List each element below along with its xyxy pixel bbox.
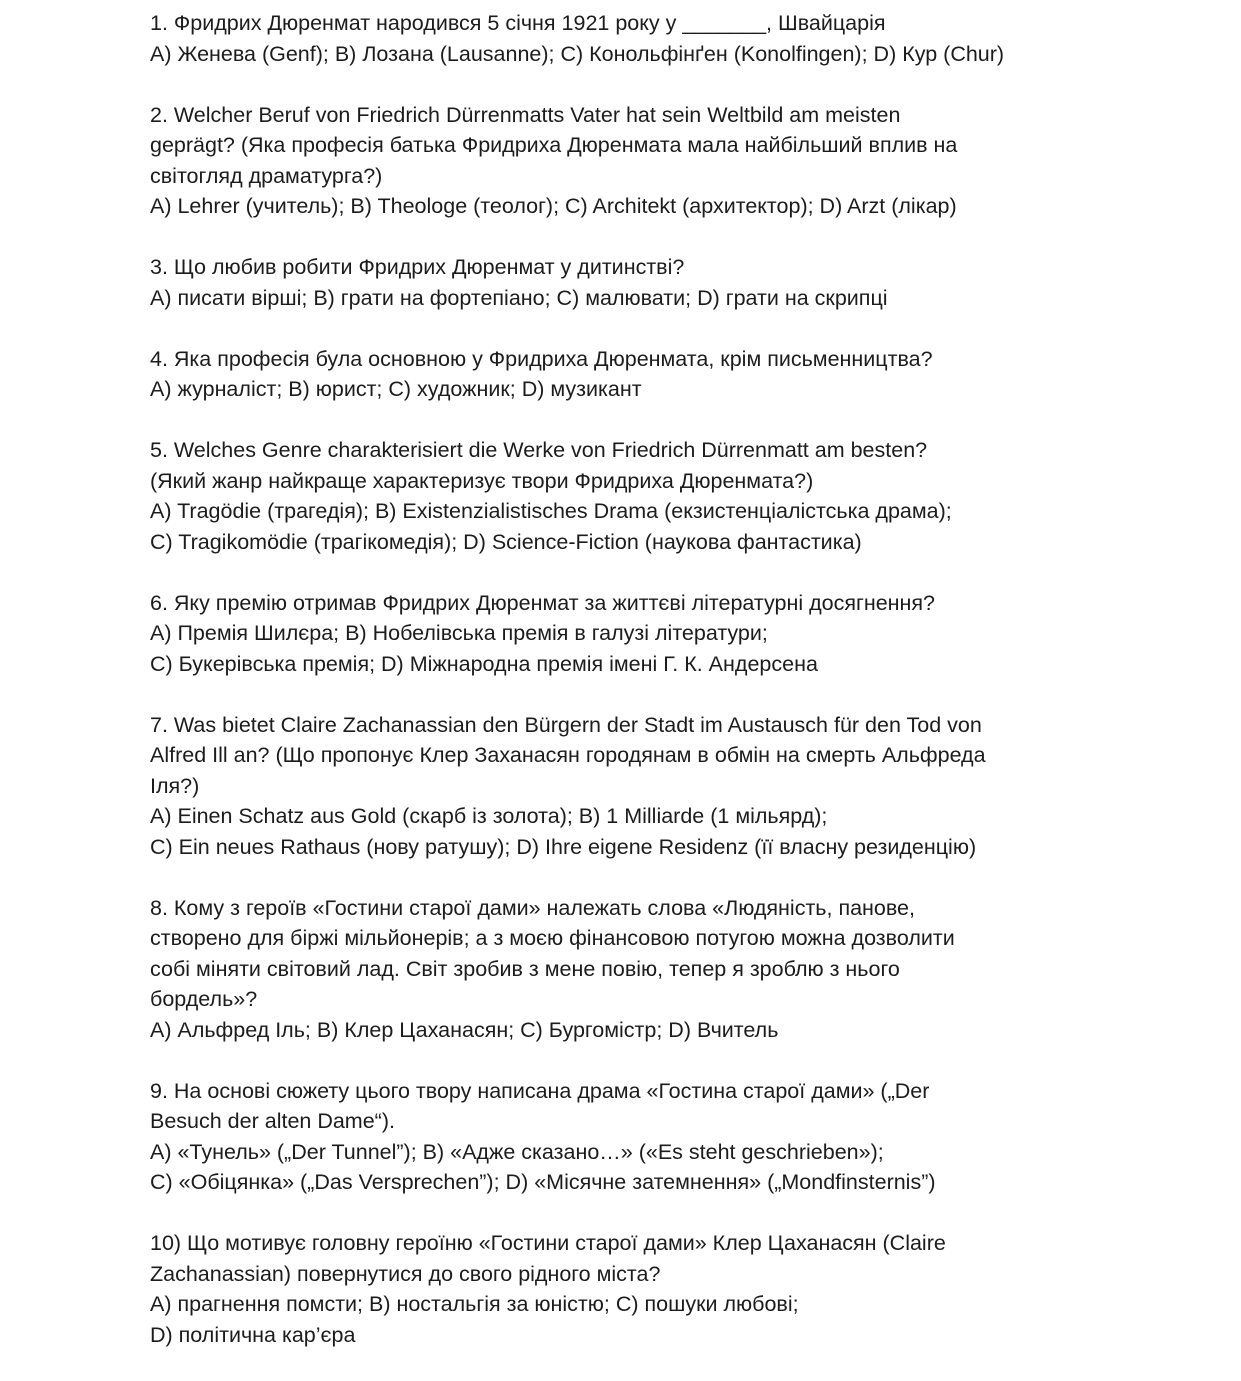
question-1-options: A) Женева (Genf); B) Лозана (Lausanne); C) Конольфінґен (Konolfingen); D) Кур (Chur): [150, 41, 1005, 66]
question-10-options: A) прагнення помсти; B) ностальгія за юністю; C) пошуки любові;: [150, 1292, 799, 1316]
question-1-text: 1. Фридрих Дюренмат народився 5 січня 1921 року у _______, Швайцарія: [150, 11, 886, 35]
question-3: [150, 252, 1210, 313]
question-5-text: (Який жанр найкраще характеризує твори Фридриха Дюренмата?): [150, 468, 814, 493]
question-2-text: світогляд драматурга?): [150, 163, 383, 188]
question-8-text: створено для біржі мільйонерів; а з моєю фінансовою потугою можна дозволити: [150, 926, 955, 950]
question-9: [150, 1076, 1210, 1198]
question-5-options: C) Tragikomödie (трагікомедія); D) Science-Fiction (наукова фантастика): [150, 529, 862, 554]
question-6-options: C) Букерівська премія; D) Міжнародна премія імені Г. К. Андерсена: [150, 651, 818, 676]
question-6-options: A) Премія Шилєра; B) Нобелівська премія в галузі літератури;: [150, 621, 768, 645]
question-5: [150, 435, 1210, 557]
question-5-options: A) Tragödie (трагедія); B) Existenzialistisches Drama (екзистенціалістська драма);: [150, 499, 952, 523]
question-9-options: C) «Обіцянка» („Das Versprechen”); D) «Місячне затемнення» („Mondfinsternis”): [150, 1170, 936, 1194]
question-9-text: 9. На основі сюжету цього твору написана драма «Гостина старої дами» („Der: [150, 1078, 930, 1103]
question-6: [150, 588, 1210, 680]
question-6-text: 6. Яку премію отримав Фридрих Дюренмат за життєві літературні досягнення?: [150, 590, 935, 615]
question-8-text: собі міняти світовий лад. Світ зробив з мене повію, тепер я зроблю з нього: [150, 956, 900, 981]
document-page: [150, 8, 1210, 1381]
question-8-options: A) Альфред Іль; B) Клер Цаханасян; C) Бургомістр; D) Вчитель: [150, 1017, 779, 1042]
question-10: [150, 1228, 1210, 1350]
question-2-text: 2. Welcher Beruf von Friedrich Dürrenmatts Vater hat sein Weltbild am meisten: [150, 102, 901, 127]
question-8: [150, 893, 1210, 1046]
question-7: [150, 710, 1210, 863]
question-9-options: A) «Тунель» („Der Tunnel”); B) «Адже сказано…» («Es steht geschrieben»);: [150, 1139, 884, 1164]
question-7-options: C) Ein neues Rathaus (нову ратушу); D) Ihre eigene Residenz (її власну резиденцію): [150, 834, 977, 859]
question-7-text: Іля?): [150, 773, 200, 798]
question-3-options: A) писати вірші; B) грати на фортепіано; C) малювати; D) грати на скрипці: [150, 285, 888, 310]
question-9-text: Besuch der alten Dame“).: [150, 1109, 395, 1133]
question-2-options: A) Lehrer (учитель); B) Theologe (теолог); C) Architekt (архитектор); D) Arzt (лікар): [150, 194, 957, 218]
question-10-options: D) політична кар’єра: [150, 1322, 356, 1347]
question-7-text: Alfred Ill an? (Що пропонує Клер Заханасян городянам в обмін на смерть Альфреда: [150, 743, 986, 767]
question-4-options: A) журналіст; B) юрист; C) художник; D) музикант: [150, 377, 642, 401]
question-7-options: A) Einen Schatz aus Gold (скарб із золота); B) 1 Milliarde (1 мільярд);: [150, 804, 828, 828]
question-3-text: 3. Що любив робити Фридрих Дюренмат у дитинстві?: [150, 255, 685, 279]
question-2: [150, 100, 1210, 222]
question-7-text: 7. Was bietet Claire Zachanassian den Bürgern der Stadt im Austausch für den Tod von: [150, 712, 982, 737]
question-10-text: 10) Що мотивує головну героїню «Гостини старої дами» Клер Цаханасян (Claire: [150, 1231, 946, 1255]
question-8-text: бордель»?: [150, 987, 258, 1011]
question-1: [150, 8, 1210, 69]
question-4: [150, 344, 1210, 405]
question-4-text: 4. Яка професія була основною у Фридриха Дюренмата, крім письменництва?: [150, 346, 933, 371]
question-8-text: 8. Кому з героїв «Гостини старої дами» належать слова «Людяність, панове,: [150, 895, 915, 920]
question-5-text: 5. Welches Genre charakterisiert die Werke von Friedrich Dürrenmatt am besten?: [150, 438, 928, 462]
question-2-text: geprägt? (Яка професія батька Фридриха Дюренмата мала найбільший вплив на: [150, 133, 958, 157]
question-10-text: Zachanassian) повернутися до свого рідного міста?: [150, 1261, 661, 1286]
